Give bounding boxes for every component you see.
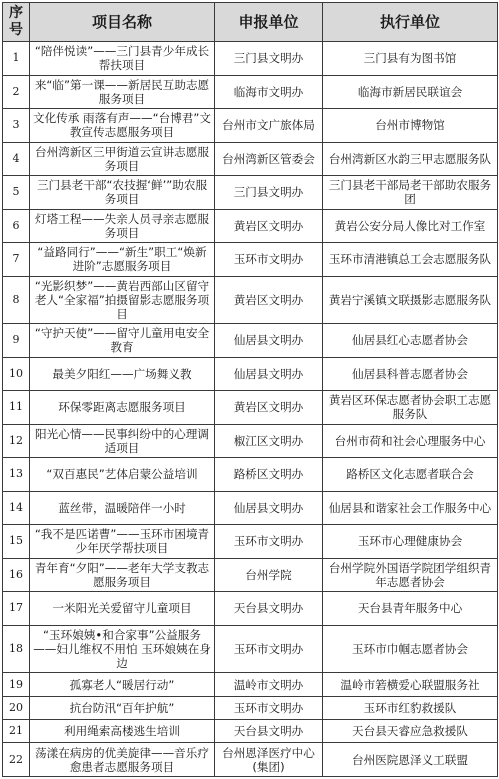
project-name: “光影织梦”——黄岩西部山区留守老人“全家福”拍摄留影志愿服务项目 xyxy=(30,276,215,324)
header-project-name: 项目名称 xyxy=(30,3,215,42)
row-index: 13 xyxy=(3,458,30,492)
table-row xyxy=(3,276,498,324)
executing-unit: 临海市新居民联谊会 xyxy=(323,75,498,109)
applicant-unit: 玉环市文明办 xyxy=(215,696,323,719)
table-row xyxy=(3,592,498,626)
applicant-unit: 玉环市文明办 xyxy=(215,525,323,559)
applicant-unit: 台州湾新区管委会 xyxy=(215,142,323,176)
applicant-unit: 玉环市文明办 xyxy=(215,243,323,277)
applicant-unit: 天台县文明办 xyxy=(215,720,323,743)
table-row xyxy=(3,625,498,673)
executing-unit: 温岭市箬横爱心联盟服务社 xyxy=(323,673,498,696)
volunteer-project-table xyxy=(2,2,498,777)
row-index: 21 xyxy=(3,720,30,743)
table-row xyxy=(3,424,498,458)
project-name: 荡漾在病房的优美旋律——音乐疗愈患者志愿服务项目 xyxy=(30,743,215,777)
applicant-unit: 仙居县文明办 xyxy=(215,357,323,391)
table-row xyxy=(3,209,498,243)
applicant-unit: 温岭市文明办 xyxy=(215,673,323,696)
row-index: 17 xyxy=(3,592,30,626)
project-name: 三门县老干部“农技握‘鲜’”助农服务项目 xyxy=(30,176,215,210)
project-name: 蓝丝带，温暖陪伴一小时 xyxy=(30,491,215,525)
project-name: 阳光心情——民事纠纷中的心理调适项目 xyxy=(30,424,215,458)
executing-unit: 三门县有为图书馆 xyxy=(323,42,498,76)
project-name: “双百惠民”艺体启蒙公益培训 xyxy=(30,458,215,492)
row-index: 15 xyxy=(3,525,30,559)
table-row xyxy=(3,458,498,492)
executing-unit: 路桥区文化志愿者联合会 xyxy=(323,458,498,492)
header-row xyxy=(3,3,498,42)
row-index: 18 xyxy=(3,625,30,673)
applicant-unit: 天台县文明办 xyxy=(215,592,323,626)
executing-unit: 台州市博物馆 xyxy=(323,109,498,143)
applicant-unit: 仙居县文明办 xyxy=(215,324,323,358)
executing-unit: 黄岩宁溪镇文联摄影志愿服务队 xyxy=(323,276,498,324)
table-row xyxy=(3,142,498,176)
project-name: 一米阳光关爱留守儿童项目 xyxy=(30,592,215,626)
applicant-unit: 临海市文明办 xyxy=(215,75,323,109)
row-index: 20 xyxy=(3,696,30,719)
row-index: 2 xyxy=(3,75,30,109)
row-index: 12 xyxy=(3,424,30,458)
applicant-unit: 黄岩区文明办 xyxy=(215,391,323,425)
row-index: 9 xyxy=(3,324,30,358)
table-row xyxy=(3,324,498,358)
project-name: 青年育“夕阳”——老年大学支教志愿服务项目 xyxy=(30,558,215,592)
table-row xyxy=(3,176,498,210)
project-name: 孤寡老人“暖居行动” xyxy=(30,673,215,696)
project-name: 利用绳索高楼逃生培训 xyxy=(30,720,215,743)
row-index: 7 xyxy=(3,243,30,277)
row-index: 5 xyxy=(3,176,30,210)
project-name: “益路同行”——“新生”职工“焕新进阶”志愿服务项目 xyxy=(30,243,215,277)
table-row xyxy=(3,243,498,277)
project-name: 灯塔工程——失亲人员寻亲志愿服务项目 xyxy=(30,209,215,243)
table-row xyxy=(3,109,498,143)
row-index: 6 xyxy=(3,209,30,243)
header-index: 序号 xyxy=(3,3,30,42)
executing-unit: 天台县青年服务中心 xyxy=(323,592,498,626)
row-index: 14 xyxy=(3,491,30,525)
row-index: 19 xyxy=(3,673,30,696)
table-row xyxy=(3,357,498,391)
project-name: 台州湾新区三甲街道云宣讲志愿服务项目 xyxy=(30,142,215,176)
project-name: “玉环娘姨•和合家事”公益服务——妇儿维权不用怕 玉环娘姨在身边 xyxy=(30,625,215,673)
executing-unit: 天台县天睿应急救援队 xyxy=(323,720,498,743)
header-applicant-unit: 申报单位 xyxy=(215,3,323,42)
project-name: 环保零距离志愿服务项目 xyxy=(30,391,215,425)
executing-unit: 玉环市心理健康协会 xyxy=(323,525,498,559)
applicant-unit: 三门县文明办 xyxy=(215,176,323,210)
executing-unit: 台州湾新区水韵三甲志愿服务队 xyxy=(323,142,498,176)
executing-unit: 黄岩公安分局人像比对工作室 xyxy=(323,209,498,243)
executing-unit: 仙居县科普志愿者协会 xyxy=(323,357,498,391)
project-name: 文化传承 雨落有声——“台博君”文教宣传志愿服务项目 xyxy=(30,109,215,143)
row-index: 1 xyxy=(3,42,30,76)
project-name: 来“临”第一课——新居民互助志愿服务项目 xyxy=(30,75,215,109)
table-row xyxy=(3,75,498,109)
executing-unit: 三门县老干部局老干部助农服务团 xyxy=(323,176,498,210)
applicant-unit: 玉环市文明办 xyxy=(215,625,323,673)
row-index: 8 xyxy=(3,276,30,324)
project-name: “我不是匹诺曹”——玉环市困境青少年厌学帮扶项目 xyxy=(30,525,215,559)
executing-unit: 玉环市巾帼志愿者协会 xyxy=(323,625,498,673)
row-index: 3 xyxy=(3,109,30,143)
applicant-unit: 三门县文明办 xyxy=(215,42,323,76)
project-name: “陪伴悦读”——三门县青少年成长帮扶项目 xyxy=(30,42,215,76)
table-row xyxy=(3,743,498,777)
row-index: 10 xyxy=(3,357,30,391)
row-index: 16 xyxy=(3,558,30,592)
project-name: “守护天使”——留守儿童用电安全教育 xyxy=(30,324,215,358)
executing-unit: 台州医院恩泽义工联盟 xyxy=(323,743,498,777)
executing-unit: 仙居县红心志愿者协会 xyxy=(323,324,498,358)
project-name: 最美夕阳红——广场舞义教 xyxy=(30,357,215,391)
applicant-unit: 黄岩区文明办 xyxy=(215,276,323,324)
executing-unit: 台州学院外国语学院团学组织青年志愿者协会 xyxy=(323,558,498,592)
table-header xyxy=(3,3,498,42)
table-row xyxy=(3,720,498,743)
applicant-unit: 台州恩泽医疗中心(集团) xyxy=(215,743,323,777)
header-executing-unit: 执行单位 xyxy=(323,3,498,42)
project-name: 抗台防汛“百年护航” xyxy=(30,696,215,719)
table-row xyxy=(3,558,498,592)
executing-unit: 玉环市红豹救援队 xyxy=(323,696,498,719)
executing-unit: 台州市荷和社会心理服务中心 xyxy=(323,424,498,458)
executing-unit: 黄岩区环保志愿者协会职工志愿服务队 xyxy=(323,391,498,425)
applicant-unit: 台州市文广旅体局 xyxy=(215,109,323,143)
row-index: 4 xyxy=(3,142,30,176)
applicant-unit: 椒江区文明办 xyxy=(215,424,323,458)
applicant-unit: 仙居县文明办 xyxy=(215,491,323,525)
applicant-unit: 台州学院 xyxy=(215,558,323,592)
row-index: 22 xyxy=(3,743,30,777)
table-row xyxy=(3,491,498,525)
row-index: 11 xyxy=(3,391,30,425)
table-row xyxy=(3,696,498,719)
table-row xyxy=(3,525,498,559)
applicant-unit: 路桥区文明办 xyxy=(215,458,323,492)
table-body xyxy=(3,42,498,777)
executing-unit: 玉环市清港镇总工会志愿服务队 xyxy=(323,243,498,277)
table-row xyxy=(3,673,498,696)
table-row xyxy=(3,42,498,76)
table-row xyxy=(3,391,498,425)
applicant-unit: 黄岩区文明办 xyxy=(215,209,323,243)
project-table-container xyxy=(2,2,497,777)
executing-unit: 仙居县和谐家社会工作服务中心 xyxy=(323,491,498,525)
